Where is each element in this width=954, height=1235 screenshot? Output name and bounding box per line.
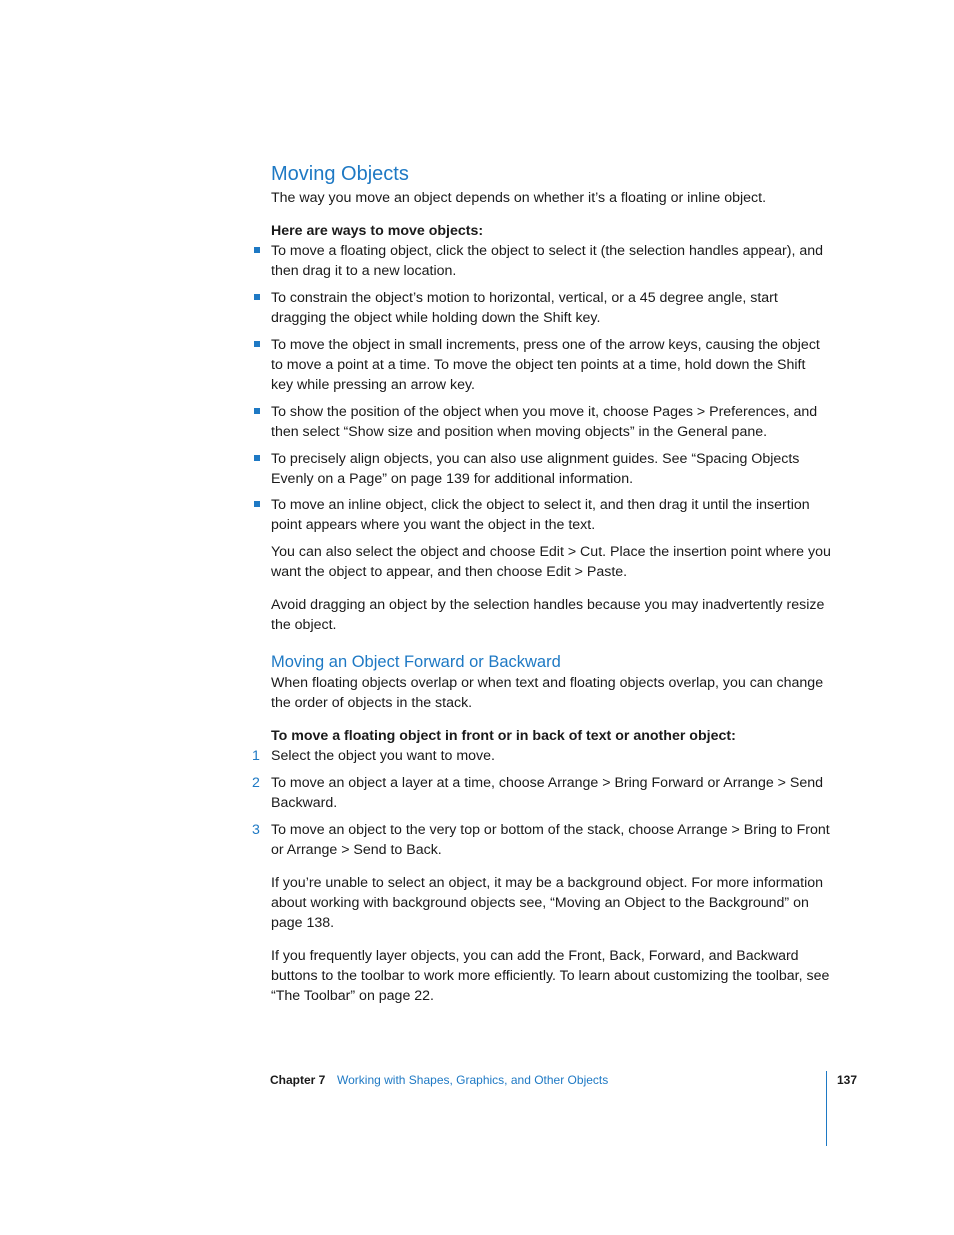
steps-label: To move a floating object in front or in back of text or another object: [271, 728, 736, 744]
paragraph: If you’re unable to select an object, it may be a background object. For more information about working with background objects see, “Moving an Object to the Background” on page 138. [271, 875, 824, 931]
step-item [252, 773, 831, 813]
bullet-icon [254, 408, 260, 414]
step-text: Select the object you want to move. [271, 748, 495, 764]
step-text: To move an object a layer at a time, choose Arrange > Bring Forward or Arrange > Send Backward. [271, 775, 824, 811]
step-number: 3 [252, 822, 260, 838]
bullet-icon [254, 341, 260, 347]
step-text: To move an object to the very top or bottom of the stack, choose Arrange > Bring to Front or Arrange > Send to Back. [271, 822, 830, 858]
step-item [252, 746, 831, 766]
list-item-text: To show the position of the object when you move it, choose Pages > Preferences, and then select “Show size and position when moving objects” in the General pane. [271, 404, 818, 440]
step-number: 2 [252, 775, 260, 791]
list-item-text: To move an inline object, click the object to select it, and then drag it until the insertion point appears where you want the object in the text. [271, 497, 810, 533]
section-title: Moving Objects [271, 163, 409, 185]
bullet-followup: You can also select the object and choose Edit > Cut. Place the insertion point where you want the object to appear, and then choose Edit > Paste. [271, 544, 831, 580]
list-item-text: To move the object in small increments, press one of the arrow keys, causing the object to move a point at a time. To move the object ten points at a time, hold down the Shift key while pressing an arrow key. [271, 337, 820, 393]
step-number: 1 [252, 748, 260, 764]
step-item [252, 820, 831, 860]
list-item [271, 449, 831, 489]
section-intro: The way you move an object depends on whether it’s a floating or inline object. [271, 190, 767, 206]
bullet-icon [254, 501, 260, 507]
paragraph: If you frequently layer objects, you can add the Front, Back, Forward, and Backward buttons to the toolbar to work more efficiently. To learn about customizing the toolbar, see “The Toolbar” on page 22. [271, 948, 830, 1004]
list-item-text: To constrain the object’s motion to horizontal, vertical, or a 45 degree angle, start dragging the object while holding down the Shift key. [271, 290, 778, 326]
list-item [271, 241, 831, 281]
list-item [271, 335, 831, 395]
footer-chapter-title: Working with Shapes, Graphics, and Other Objects [337, 1073, 609, 1087]
list-item-text: To precisely align objects, you can also use alignment guides. See “Spacing Objects Evenly on a Page” on page 139 for additional information. [271, 451, 800, 487]
subsection-title: Moving an Object Forward or Backward [271, 653, 561, 671]
ways-label: Here are ways to move objects: [271, 223, 484, 239]
bullet-icon [254, 247, 260, 253]
list-item [271, 288, 831, 328]
footer-divider [826, 1071, 827, 1146]
bullet-icon [254, 294, 260, 300]
list-item-text: To move a floating object, click the object to select it (the selection handles appear), and then drag it to a new location. [271, 243, 824, 279]
subsection-intro: When floating objects overlap or when text and floating objects overlap, you can change the order of objects in the stack. [271, 675, 824, 711]
list-item [271, 495, 831, 535]
list-item [271, 402, 831, 442]
note-paragraph: Avoid dragging an object by the selection handles because you may inadvertently resize the object. [271, 597, 825, 633]
footer-chapter: Chapter 7 [270, 1073, 326, 1087]
bullet-icon [254, 455, 260, 461]
page-number: 137 [837, 1073, 858, 1087]
